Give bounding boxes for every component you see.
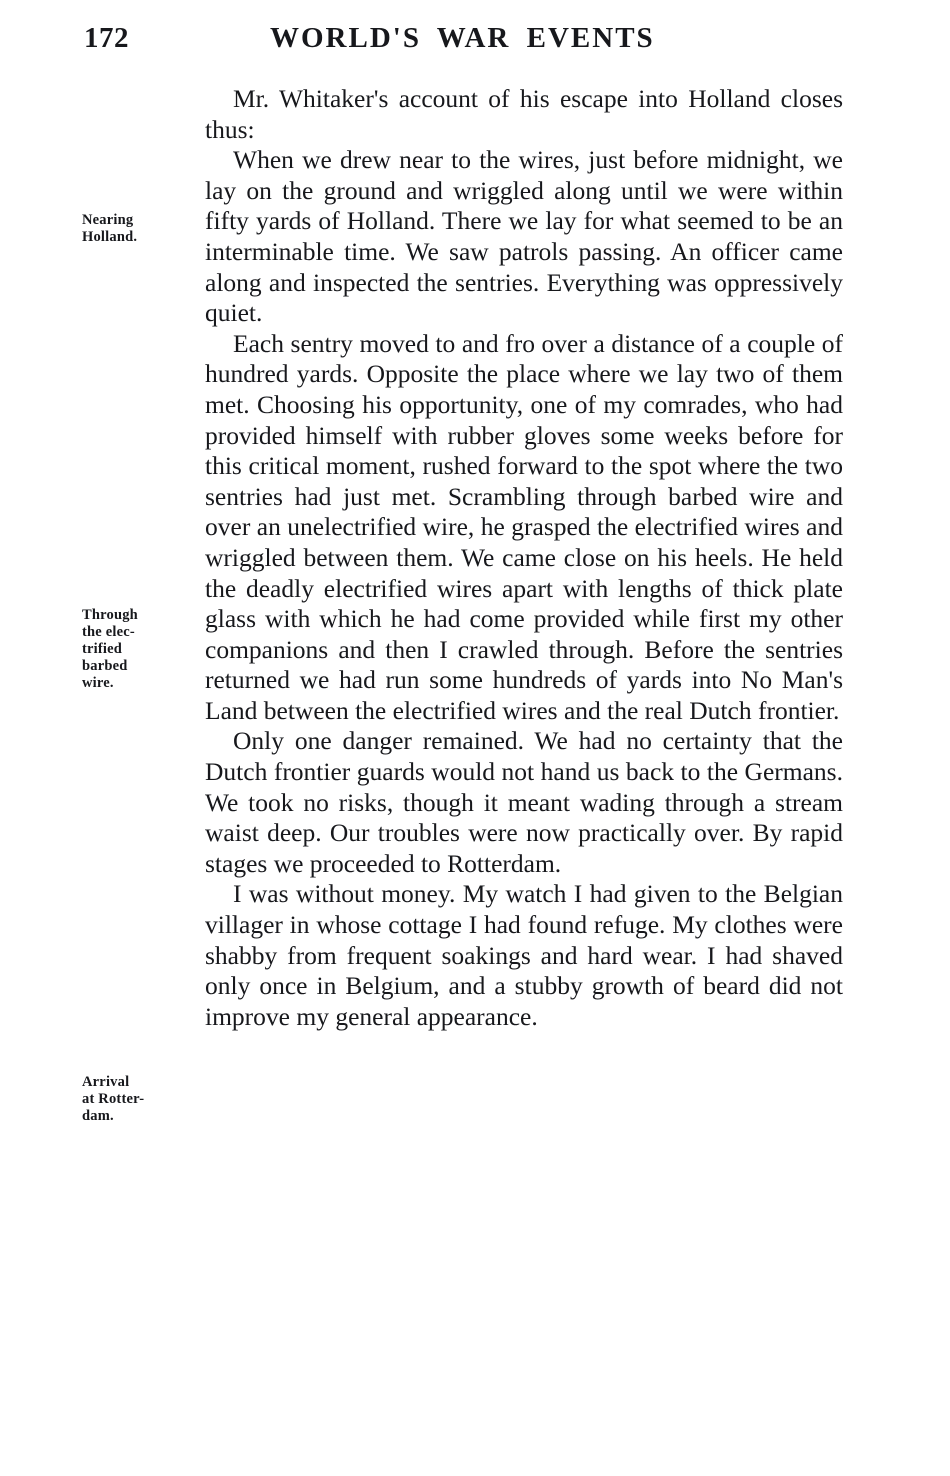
paragraph-text: I was without money. My watch I had given to the Belgian villager in whose cottage I had found refuge. My clothes were shabby from frequent soakings and hard wear. I had shaved only once in Belgium, and a stubby growth of beard did not improve my general appearance. — [205, 879, 843, 1031]
sidenote-line: Arrival — [82, 1074, 130, 1090]
sidenote-arrival-at-rotterdam — [82, 1074, 194, 1125]
sidenote-line: dam. — [82, 1108, 114, 1124]
paragraph-text: Only one danger remained. We had no certainty that the Dutch frontier guards would not hand us back to the Germans. We took no risks, though it meant wading through a stream waist deep. Our troubles were now practically over. By rapid stages we proceeded to Rotterdam. — [205, 726, 843, 878]
paragraph — [205, 329, 843, 727]
sidenote-line: wire. — [82, 675, 114, 691]
page-number: 172 — [84, 22, 129, 54]
running-title: WORLD'S WAR EVENTS — [270, 22, 655, 54]
sidenote-line: the elec- — [82, 624, 135, 640]
sidenote-line: barbed — [82, 658, 128, 674]
paragraph — [205, 145, 843, 329]
paragraph — [205, 726, 843, 879]
body-text-column — [205, 84, 843, 1032]
sidenote-line: Nearing — [82, 212, 134, 228]
sidenote-nearing-holland — [82, 212, 194, 246]
paragraph-text: Each sentry moved to and fro over a distance of a couple of hundred yards. Opposite the place where we lay two of them met. Choosing his opportunity, one of my comrades, who had provided himself with rubber gloves some weeks before for this critical moment, rushed forward to the spot where the two sentries had just met. Scrambling through barbed wire and over an unelectrified wire, he grasped the electrified wires and wriggled between them. We came close on his heels. He held the deadly electrified wires apart with lengths of thick plate glass with which he had come provided while first my other companions and then I crawled through. Before the sentries returned we had run some hundreds of yards into No Man's Land between the electrified wires and the real Dutch frontier. — [205, 328, 843, 725]
paragraph — [205, 84, 843, 145]
paragraph-text: When we drew near to the wires, just before midnight, we lay on the ground and wriggled along until we were within fifty yards of Holland. There we lay for what seemed to be an interminable time. We saw patrols passing. An officer came along and inspected the sentries. Everything was oppressively quiet. — [205, 145, 843, 328]
running-head — [0, 22, 950, 66]
sidenote-through-the-electrified-barbed-wire — [82, 607, 194, 692]
paragraph — [205, 879, 843, 1032]
sidenote-line: Through — [82, 607, 138, 623]
sidenote-line: trified — [82, 641, 123, 657]
sidenote-line: at Rotter- — [82, 1091, 145, 1107]
paragraph-text: Mr. Whitaker's account of his escape into Holland closes thus: — [205, 84, 843, 144]
sidenote-line: Holland. — [82, 229, 138, 245]
